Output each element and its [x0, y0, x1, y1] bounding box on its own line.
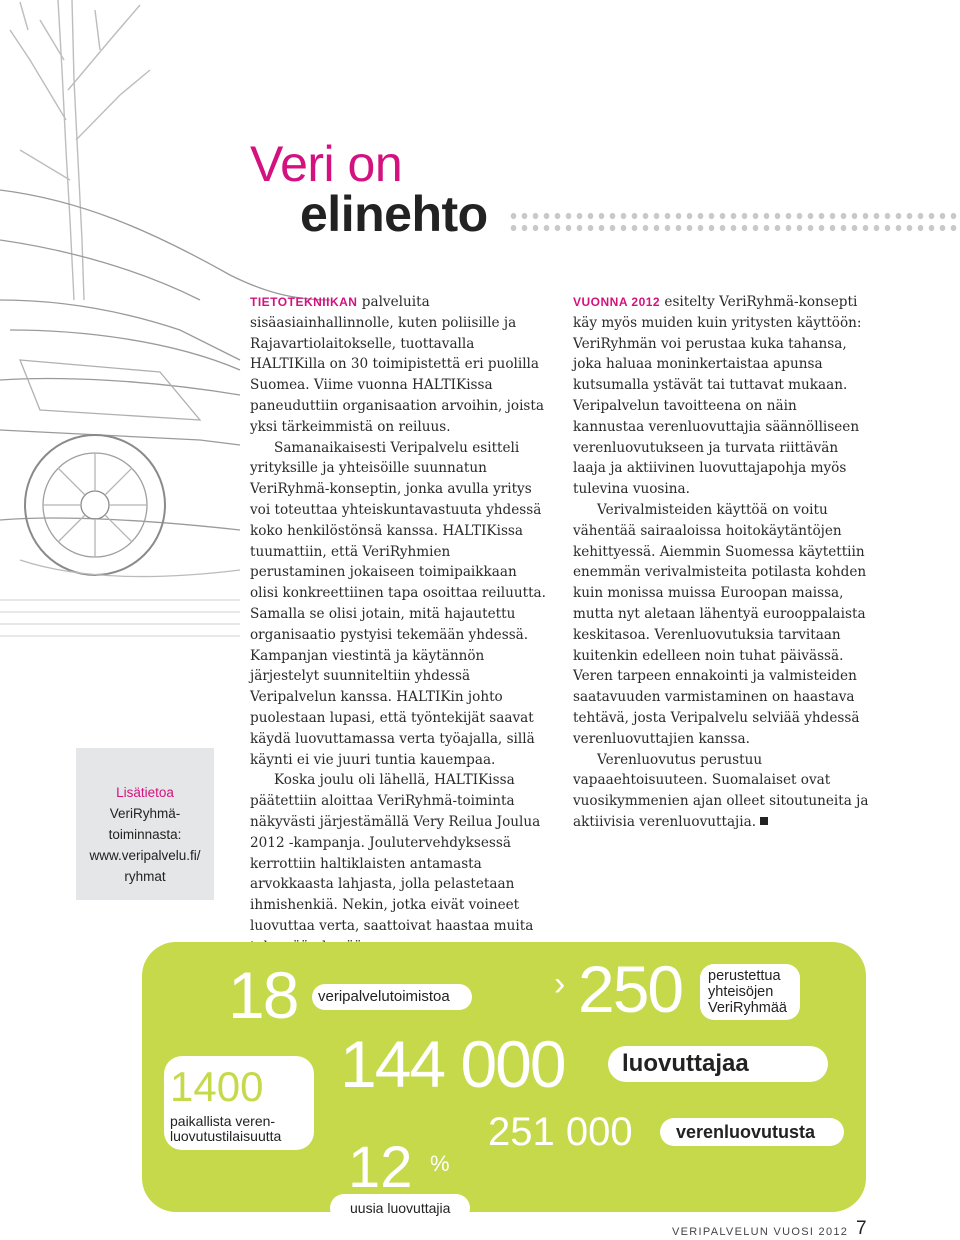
stat-18-label: veripalvelutoimistoa: [312, 984, 472, 1010]
stat-18-value: 18: [228, 958, 298, 1032]
stat-1400-number: 1400: [170, 1063, 264, 1110]
stats-panel: [142, 942, 866, 1216]
road-shadow: [0, 600, 240, 636]
sidebar-text: toiminnasta:: [108, 827, 182, 842]
lead-word: VUONNA 2012: [573, 295, 661, 309]
stat-1400-value: [170, 1062, 263, 1112]
sidebar-label: Lisätietoa: [116, 785, 174, 800]
sidebar-link[interactable]: www.veripalvelu.fi/: [89, 848, 201, 863]
stat-250-label: [700, 964, 800, 1020]
page-title-line1: Veri on: [250, 136, 403, 192]
paragraph: [573, 750, 869, 833]
lead-word: TIETOTEKNIIKAN: [250, 295, 358, 309]
stat-250-prefix: ›: [554, 965, 566, 1003]
page-number: 7: [856, 1218, 867, 1239]
stat-250-label-line: yhteisöjen: [708, 984, 774, 1000]
decorative-dots: [508, 210, 958, 234]
info-sidebar: [76, 748, 214, 900]
stat-250-label-line: VeriRyhmää: [708, 1000, 787, 1016]
paragraph: Verivalmisteiden käyttöä on voitu vähentää sairaaloissa hoitokäytäntöjen kehittyessä. Aiemmin Suomessa käytettiin enemmän verivalmisteita potilasta kohden kuin monissa muissa Euroopan maissa, mutta nyt aletaan lähentyä eurooppalaista keskitasoa. Verenluovutuksia tarvitaan kuitenkin edelleen noin tuhat päivässä. Veren tarpeen ennakointi ja valmisteiden saatavuuden varmistaminen on haastava tehtävä, josta Veripalvelu selviää yhdessä verenluovuttajien kanssa.: [573, 501, 867, 747]
stat-1400-label-line: paikallista veren-: [170, 1113, 276, 1129]
stat-251-value: 251 000: [488, 1110, 633, 1154]
stat-250-value: 250: [578, 952, 683, 1026]
paragraph-text: palveluita sisäasiainhallinnolle, kuten poliisille ja Rajavartiolaitokselle, tuottavalla HALTIKilla on 30 toimipistettä eri puolilla Suomea. Viime vuonna HALTIKissa paneuduttiin organisaation arvoihin, joista yksi tärkeimmistä on reiluus.: [250, 294, 544, 435]
paragraph: [250, 292, 546, 438]
stat-1400-label-line: luovutustilaisuutta: [170, 1128, 282, 1144]
stat-144-value: 144 000: [340, 1027, 565, 1101]
footer-publication: VERIPALVELUN VUOSI 2012: [672, 1226, 849, 1238]
end-mark-icon: [760, 817, 768, 825]
stat-144-label: luovuttajaa: [622, 1050, 749, 1077]
stat-12-value: 12: [348, 1135, 413, 1200]
paragraph: Samanaikaisesti Veripalvelu esitteli yrityksille ja yhteisöille suunnatun VeriRyhmä-konseptin, jonka avulla yritys voi toteuttaa yhteiskuntavastuuta yhdessä koko henkilöstönsä kanssa. HALTIKissa tuumattiin, että VeriRyhmien perustaminen jokaiseen toimipaikkaan olisi konkreettiinen tapa osoittaa reiluutta. Samalla se olisi jotain, mitä hajautettu organisaatio pystyisi tekemään yhdessä. Kampanjan viestintä ja käytännön järjestelyt suunniteltiin yhdessä Veripalvelun kanssa. HALTIKin johto puolestaan lupasi, että työntekijät saavat käydä luovuttamassa verta työajalla, sillä käynti ei vie juuri tuntia kauempaa.: [250, 439, 546, 768]
paragraph-text: esitelty VeriRyhmä-konsepti käy myös muiden kuin yritysten käyttöön: VeriRyhmän voi perustaa kuka tahansa, joka haluaa moninkertaistaa apunsa kutsumalla ystävät tai tuttavat mukaan. Veripalvelun tavoitteena on näin kannustaa verenluovuttajia säännölliseen verenluovutukseen ja turvata riittävän laaja ja aktiivinen luovuttajapohja myös tulevina vuosina.: [573, 294, 862, 498]
sidebar-text: VeriRyhmä-: [109, 806, 181, 821]
birch-tree-icon: [10, 0, 150, 300]
paragraph: [573, 292, 869, 500]
stat-251-label: verenluovutusta: [676, 1122, 816, 1142]
stat-250-label-line: perustettua: [708, 968, 781, 984]
page-title-line2: elinehto: [300, 186, 488, 242]
stat-1400-label: [170, 1114, 281, 1144]
paragraph: Koska joulu oli lähellä, HALTIKissa päätettiin aloittaa VeriRyhmä-toiminta näkyvästi järjestämällä Very Reilua Joulua 2012 -kampanja. Joulutervehdyksessä kerrottiin haltiklaisten antamasta arvokkaasta lahjasta, jolla pelastetaan ihmishenkiä. Nekin, jotka eivät voineet luovuttaa verta, saattoivat haastaa muita: [250, 772, 541, 934]
paragraph-text: Verenluovutus perustuu vapaaehtoisuuteen. Suomalaiset ovat vuosikymmenien ajan olleet sitoutuneita ja aktiivisia verenluovuttajia.: [573, 751, 869, 830]
stat-12-unit: %: [430, 1151, 450, 1176]
stat-12-label: uusia luovuttajia: [350, 1200, 451, 1216]
sidebar-link-cont[interactable]: ryhmat: [124, 869, 166, 884]
article-column-2: [573, 292, 869, 833]
article-column-1: [250, 292, 546, 958]
